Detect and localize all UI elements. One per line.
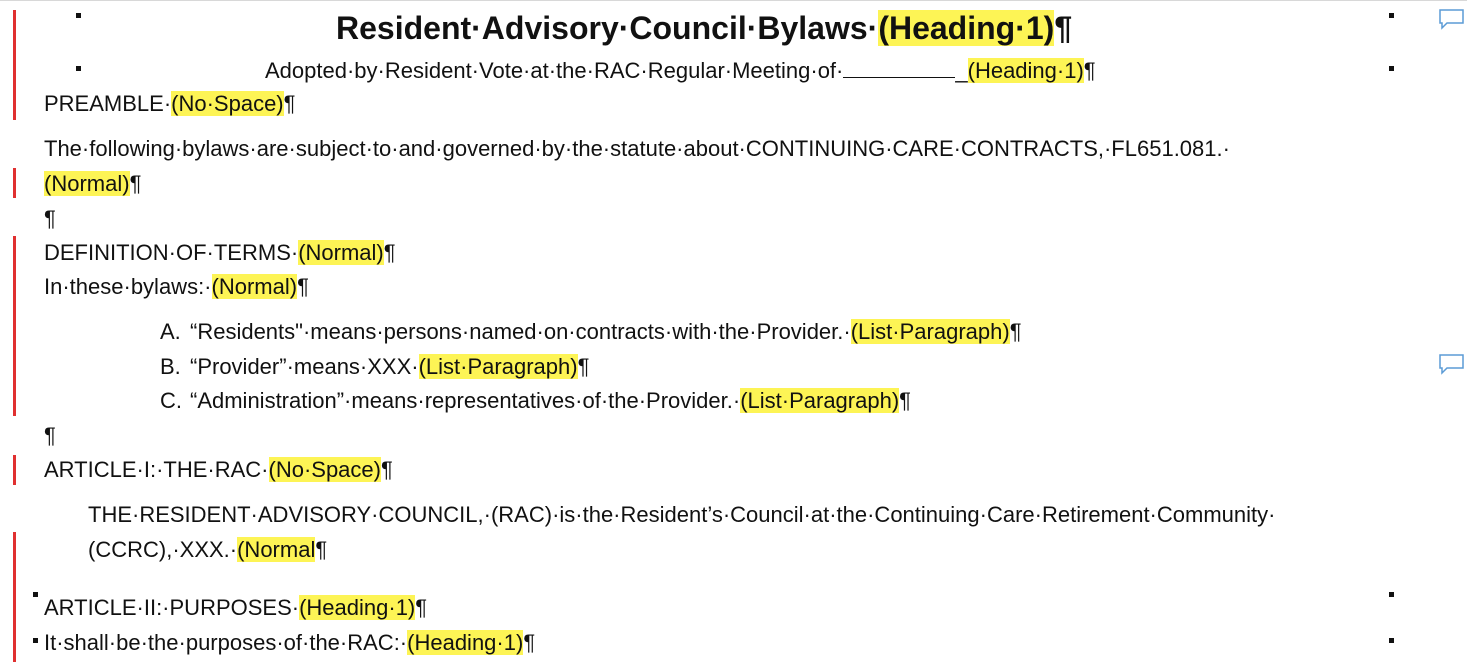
preamble-text: PREAMBLE· — [44, 91, 172, 116]
style-label: (Normal) — [44, 171, 130, 196]
comment-icon[interactable] — [1438, 8, 1464, 30]
pilcrow: ¶ — [297, 274, 309, 299]
change-bar — [13, 168, 16, 198]
definitions-heading[interactable] — [44, 238, 396, 268]
preamble-heading[interactable] — [44, 89, 295, 119]
purposes-paragraph[interactable] — [44, 628, 535, 658]
style-label: (Heading·1) — [407, 630, 524, 655]
list-item[interactable] — [160, 317, 1022, 347]
style-label: (List·Paragraph) — [740, 388, 900, 413]
pilcrow: ¶ — [129, 171, 142, 196]
paragraph-mark-dot — [1389, 638, 1394, 643]
pilcrow: ¶ — [577, 354, 590, 379]
paragraph-mark-dot — [33, 638, 38, 643]
style-label: (Heading·1) — [967, 58, 1084, 83]
subtitle-text: Adopted·by·Resident·Vote·at·the·RAC·Regular·Meeting·of· — [265, 58, 844, 83]
purposes-text: It·shall·be·the·purposes·of·the·RAC:· — [44, 630, 408, 655]
empty-paragraph[interactable] — [44, 204, 56, 234]
pilcrow: ¶ — [380, 457, 393, 482]
comment-icon[interactable] — [1438, 353, 1464, 375]
pilcrow: ¶ — [315, 537, 328, 562]
body-paragraph-continued[interactable] — [44, 169, 141, 199]
paragraph-mark-dot — [33, 592, 38, 597]
style-label: (No·Space) — [171, 91, 284, 116]
pilcrow: ¶ — [283, 91, 296, 116]
paragraph-mark-dot — [76, 13, 81, 18]
list-item-text: “Residents"·means·persons·named·on·contracts·with·the·Provider.· — [190, 319, 851, 344]
style-label: (No·Space) — [268, 457, 381, 482]
style-label: (Normal — [237, 537, 316, 562]
change-bar — [13, 532, 16, 662]
paragraph-mark-dot — [1389, 66, 1394, 71]
pilcrow: ¶ — [1054, 10, 1073, 46]
change-bar — [13, 10, 16, 120]
intro-text: In·these·bylaws:· — [44, 274, 212, 299]
body-paragraph[interactable] — [44, 134, 1230, 164]
list-item[interactable] — [160, 352, 589, 382]
list-marker: B. — [160, 354, 181, 379]
empty-paragraph[interactable] — [44, 421, 56, 451]
list-item-text: “Provider”·means·XXX· — [190, 354, 419, 379]
document-title[interactable] — [336, 8, 1072, 48]
list-marker: C. — [160, 388, 182, 413]
pilcrow: ¶ — [383, 240, 396, 265]
pilcrow: ¶ — [415, 595, 428, 620]
pilcrow: ¶ — [899, 388, 911, 413]
subtitle-blank: _ — [955, 58, 968, 83]
style-label: (List·Paragraph) — [850, 319, 1010, 344]
paragraph-mark-dot — [76, 66, 81, 71]
change-bar — [13, 455, 16, 485]
paragraph-text: The·following·bylaws·are·subject·to·and·governed·by·the·statute·about·CONTINUING·CARE·CONTRACTS,·FL651.081.· — [44, 136, 1230, 161]
style-label: (Normal) — [298, 240, 384, 265]
rac-paragraph-continued[interactable] — [88, 535, 327, 565]
definitions-intro[interactable] — [44, 272, 309, 302]
pilcrow: ¶ — [1009, 319, 1022, 344]
pilcrow: ¶ — [523, 630, 536, 655]
list-item-text: “Administration”·means·representatives·of·the·Provider.· — [190, 388, 741, 413]
paragraph-mark-dot — [1389, 592, 1394, 597]
rac-text-line1: THE·RESIDENT·ADVISORY·COUNCIL,·(RAC)·is·the·Resident’s·Council·at·the·Continuing·Care·Retirement·Community· — [88, 502, 1276, 527]
title-text: Resident·Advisory·Council·Bylaws· — [336, 10, 879, 46]
article-1-heading[interactable] — [44, 455, 393, 485]
rac-paragraph[interactable] — [88, 500, 1275, 530]
list-item[interactable] — [160, 386, 911, 416]
paragraph-mark-dot — [1389, 13, 1394, 18]
pilcrow: ¶ — [1083, 58, 1096, 83]
pilcrow: ¶ — [44, 206, 56, 231]
style-label: (Heading·1) — [299, 595, 416, 620]
list-marker: A. — [160, 319, 181, 344]
rac-text-line2: (CCRC),·XXX.· — [88, 537, 238, 562]
page-top-border — [0, 0, 1467, 1]
definitions-text: DEFINITION·OF·TERMS· — [44, 240, 299, 265]
style-label: (List·Paragraph) — [418, 354, 578, 379]
article-2-heading[interactable] — [44, 593, 427, 623]
pilcrow: ¶ — [44, 423, 56, 448]
article-1-text: ARTICLE·I:·THE·RAC· — [44, 457, 269, 482]
change-bar — [13, 236, 16, 416]
document-subtitle[interactable] — [265, 55, 1096, 86]
style-label: (Normal) — [211, 274, 298, 299]
article-2-text: ARTICLE·II:·PURPOSES· — [44, 595, 300, 620]
style-label: (Heading·1) — [878, 10, 1055, 46]
blank-underline — [843, 55, 955, 78]
